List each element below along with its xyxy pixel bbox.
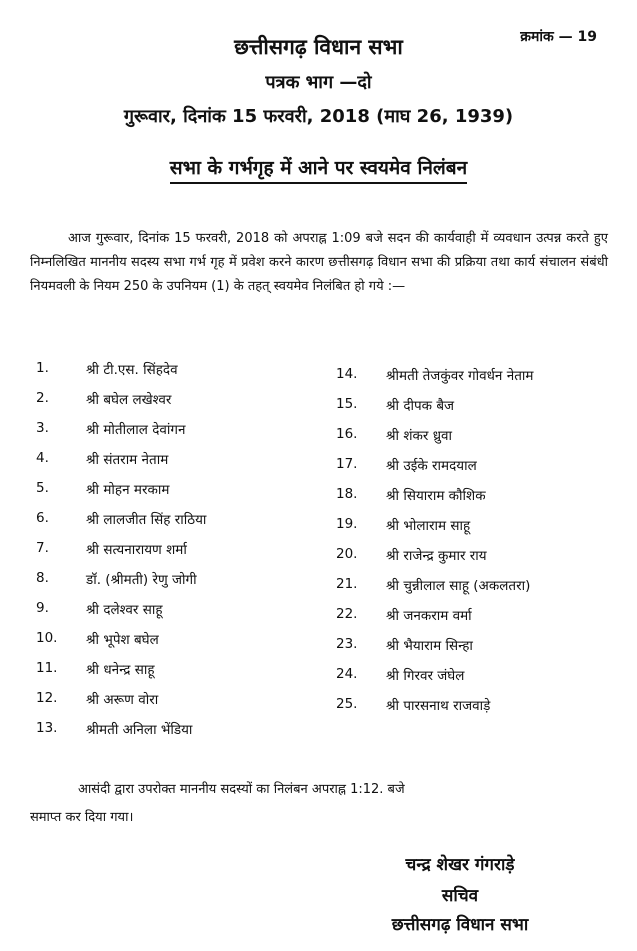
member-number: 17. bbox=[336, 456, 358, 472]
member-name: श्री टी.एस. सिंहदेव bbox=[86, 362, 178, 378]
member-number: 5. bbox=[36, 480, 49, 496]
member-number: 3. bbox=[36, 420, 49, 436]
signatory-name: चन्द्र शेखर गंगराड़े bbox=[405, 855, 515, 875]
intro-paragraph: आज गुरूवार, दिनांक 15 फरवरी, 2018 को अपराह्न 1:09 बजे सदन की कार्यवाही में व्यवधान उत्पन्न करते हुए निम्नलिखित माननीय सदस्य सभा गर्भ गृह में प्रवेश करने कारण छत्तीसगढ़ विधान सभा की प्रक्रिया तथा कार्य संचालन संबंधी नियमवली के नियम 250 के उपनियम (1) के तहत् स्वयमेव निलंबित हो गये :— bbox=[30, 231, 608, 294]
member-number: 22. bbox=[336, 606, 358, 622]
member-number: 13. bbox=[36, 720, 58, 736]
signatory-org: छत्तीसगढ़ विधान सभा bbox=[391, 915, 529, 935]
member-number: 6. bbox=[36, 510, 49, 526]
member-number: 25. bbox=[336, 696, 358, 712]
member-number: 7. bbox=[36, 540, 49, 556]
member-number: 1. bbox=[36, 360, 49, 376]
member-name: श्री संतराम नेताम bbox=[86, 452, 169, 468]
subject-text: सभा के गर्भगृह में आने पर स्वयमेव निलंबन bbox=[170, 157, 467, 184]
member-name: श्रीमती तेजकुंवर गोवर्धन नेताम bbox=[386, 368, 534, 384]
member-name: श्री धनेन्द्र साहू bbox=[86, 662, 155, 678]
member-name: श्री जनकराम वर्मा bbox=[386, 608, 472, 624]
member-name: श्री पारसनाथ राजवाड़े bbox=[386, 698, 491, 714]
member-name: श्री सियाराम कौशिक bbox=[386, 488, 486, 504]
member-name: श्री दीपक बैज bbox=[386, 398, 455, 414]
member-number: 23. bbox=[336, 636, 358, 652]
subject-heading bbox=[0, 154, 637, 180]
member-number: 19. bbox=[336, 516, 358, 532]
header-date: गुरूवार, दिनांक 15 फरवरी, 2018 (माघ 26, 1939) bbox=[123, 106, 514, 127]
member-number: 8. bbox=[36, 570, 49, 586]
member-name: श्री बघेल लखेश्वर bbox=[86, 392, 172, 408]
closing-line-2: समाप्त कर दिया गया। bbox=[30, 810, 134, 825]
closing-paragraph bbox=[30, 776, 568, 832]
member-number: 16. bbox=[336, 426, 358, 442]
member-name: डॉ. (श्रीमती) रेणु जोगी bbox=[86, 572, 197, 588]
member-name: श्री दलेश्वर साहू bbox=[86, 602, 163, 618]
member-number: 14. bbox=[336, 366, 358, 382]
header-org: छत्तीसगढ़ विधान सभा bbox=[234, 35, 403, 59]
member-number: 2. bbox=[36, 390, 49, 406]
member-number: 15. bbox=[336, 396, 358, 412]
member-number: 24. bbox=[336, 666, 358, 682]
member-name: श्री राजेन्द्र कुमार राय bbox=[386, 548, 487, 564]
serial-number: क्रमांक — 19 bbox=[520, 29, 597, 45]
member-name: श्री चुन्नीलाल साहू (अकलतरा) bbox=[386, 578, 531, 594]
member-number: 4. bbox=[36, 450, 49, 466]
signatory-designation: सचिव bbox=[441, 886, 479, 906]
member-name: श्री शंकर ध्रुवा bbox=[386, 428, 453, 444]
member-name: श्री भैयाराम सिन्हा bbox=[386, 638, 473, 654]
member-number: 20. bbox=[336, 546, 358, 562]
member-number: 10. bbox=[36, 630, 58, 646]
member-name: श्री मोतीलाल देवांगन bbox=[86, 422, 186, 438]
member-number: 11. bbox=[36, 660, 58, 676]
member-number: 12. bbox=[36, 690, 58, 706]
member-number: 9. bbox=[36, 600, 49, 616]
member-number: 21. bbox=[336, 576, 358, 592]
header-bulletin: पत्रक भाग —दो bbox=[265, 72, 372, 93]
member-name: श्री भूपेश बघेल bbox=[86, 632, 159, 648]
member-name: श्री भोलाराम साहू bbox=[386, 518, 471, 534]
member-name: श्री लालजीत सिंह राठिया bbox=[86, 512, 207, 528]
closing-line-1: आसंदी द्वारा उपरोक्त माननीय सदस्यों का निलंबन अपराह्न 1:12. बजे bbox=[78, 782, 405, 797]
member-name: श्री सत्यनारायण शर्मा bbox=[86, 542, 187, 558]
member-name: श्रीमती अनिला भेंडिया bbox=[86, 722, 193, 738]
member-name: श्री मोहन मरकाम bbox=[86, 482, 170, 498]
member-number: 18. bbox=[336, 486, 358, 502]
member-name: श्री अरूण वोरा bbox=[86, 692, 159, 708]
member-name: श्री गिरवर जंघेल bbox=[386, 668, 465, 684]
member-name: श्री उईके रामदयाल bbox=[386, 458, 477, 474]
